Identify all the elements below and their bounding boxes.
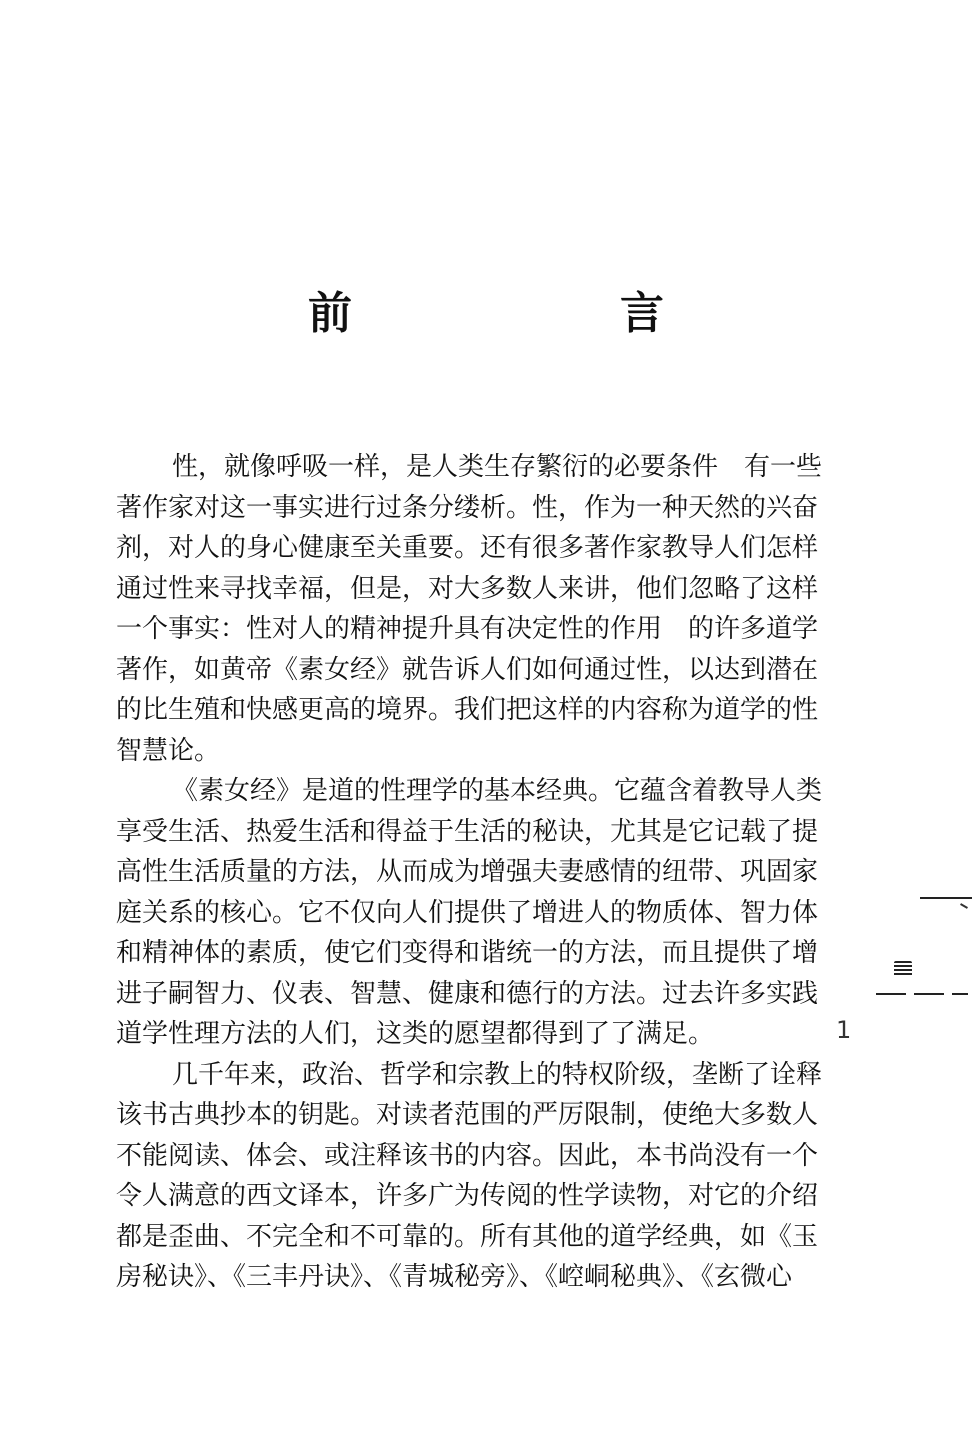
paragraph-1 [116, 447, 823, 771]
text-line: 几千年来，政治、哲学和宗教上的特权阶级，垄断了诠释 [172, 1059, 823, 1090]
margin-marker [920, 897, 972, 1007]
text-line: 都是歪曲、不完全和不可靠的。所有其他的道学经典，如《玉 [116, 1221, 819, 1252]
margin-rule [920, 897, 972, 899]
text-line: 《素女经》是道的性理学的基本经典。它蕴含着教导人类 [172, 776, 823, 806]
text-line: 著作，如黄帝《素女经》就告诉人们如何通过性，以达到潜在 [116, 654, 819, 685]
paragraph-2 [116, 771, 823, 1055]
text-line: 享受生活、热爱生活和得益于生活的秘诀，尤其是它记载了提 [116, 816, 819, 847]
text-line: 一个事实：性对人的精神提升具有决定性的作用 的许多道学 [116, 614, 819, 644]
text-line: 剂，对人的身心健康至关重要。还有很多著作家教导人们怎样 [116, 533, 819, 563]
text-line: 令人满意的西文译本，许多广为传阅的性学读物，对它的介绍 [116, 1181, 819, 1211]
text-line: 和精神体的素质，使它们变得和谐统一的方法，而且提供了增 [116, 938, 819, 968]
text-line: 进子嗣智力、仪表、智慧、健康和德行的方法。过去许多实践 [116, 978, 819, 1009]
paragraph-3 [116, 1055, 823, 1298]
text-line: 通过性来寻找幸福，但是，对大多数人来讲，他们忽略了这样 [116, 573, 819, 604]
text-line: 房秘诀》、《三丰丹诀》、《青城秘旁》、《崆峒秘典》、《玄微心 [116, 1262, 793, 1292]
text-line: 不能阅读、体会、或注释该书的内容。因此，本书尚没有一个 [116, 1140, 819, 1171]
seal-mark-icon [894, 961, 912, 977]
text-line: 高性生活质量的方法，从而成为增强夫妻感情的纽带、巩固家 [116, 857, 819, 887]
text-line: 庭关系的核心。它不仅向人们提供了增进人的物质体、智力体 [116, 897, 819, 928]
text-line: 智慧论。 [116, 735, 221, 766]
page-number: 1 [836, 1016, 852, 1044]
text-line: 著作家对这一事实进行过条分缕析。性，作为一种天然的兴奋 [116, 492, 819, 523]
text-line: 性，就像呼吸一样，是人类生存繁衍的必要条件 有一些 [172, 452, 823, 482]
text-line: 的比生殖和快感更高的境界。我们把这样的内容称为道学的性 [116, 695, 819, 725]
text-line: 道学性理方法的人们，这类的愿望都得到了了满足。 [116, 1019, 715, 1049]
text-line: 该书古典抄本的钥匙。对读者范围的严厉限制，使绝大多数人 [116, 1100, 819, 1130]
margin-tick [960, 903, 968, 909]
preface-body [116, 447, 823, 1298]
page-title: 前 言 [308, 288, 776, 339]
margin-rule-dashed [876, 993, 968, 995]
